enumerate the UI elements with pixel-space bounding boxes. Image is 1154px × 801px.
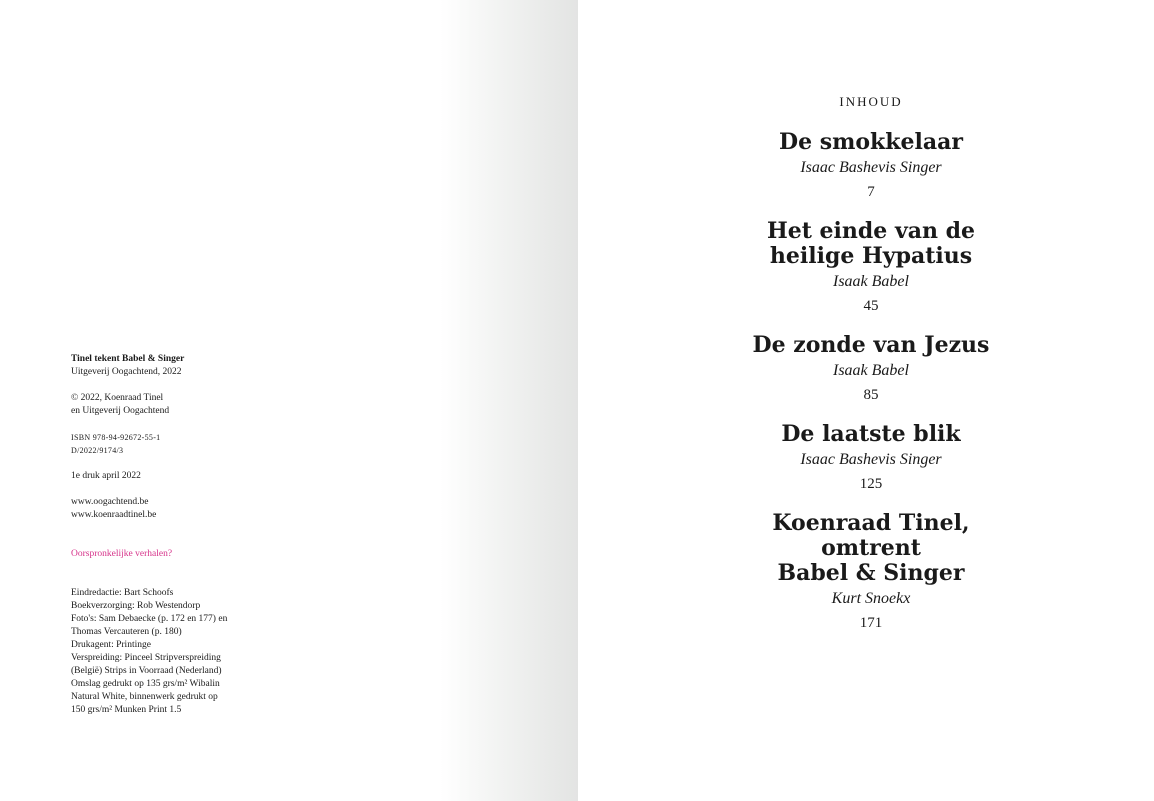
credit-line: Eindredactie: Bart Schoofs	[71, 588, 174, 598]
colophon-publisher: Uitgeverij Oogachtend, 2022	[71, 367, 182, 377]
toc-entry-page: 85	[863, 387, 879, 403]
toc-entry-page: 125	[859, 476, 883, 492]
colophon-depot: D/2022/9174/3	[71, 446, 124, 455]
colophon-edition: 1e druk april 2022	[71, 471, 141, 481]
toc-entry-author: Isaak Babel	[833, 362, 909, 379]
credit-line: Thomas Vercauteren (p. 180)	[71, 627, 182, 637]
toc-entry-author: Isaac Bashevis Singer	[800, 451, 942, 468]
toc-entry-author: Isaak Babel	[833, 273, 909, 290]
toc-entry	[741, 511, 1001, 633]
toc-entry-title: De smokkelaar	[778, 129, 963, 155]
toc-entry-page: 45	[863, 298, 879, 314]
colophon-copyright-line-1: © 2022, Koenraad Tinel	[71, 393, 164, 403]
credit-line: Boekverzorging: Rob Westendorp	[71, 601, 201, 611]
toc-entry-title: De laatste blik	[781, 421, 961, 447]
toc-entry	[741, 130, 1001, 202]
credit-line: Foto's: Sam Debaecke (p. 172 en 177) en	[71, 614, 228, 624]
credit-line: Omslag gedrukt op 135 grs/m² Wibalin	[71, 679, 220, 689]
credit-line: Verspreiding: Pinceel Stripverspreiding	[71, 653, 221, 663]
toc-entry-title: Koenraad Tinel, omtrent Babel & Singer	[772, 510, 970, 586]
toc-entry-title: De zonde van Jezus	[752, 332, 990, 358]
colophon-isbn: ISBN 978-94-92672-55-1	[71, 433, 161, 442]
toc-entry-author: Kurt Snoekx	[831, 590, 911, 607]
toc-heading: INHOUD	[839, 94, 903, 109]
credit-line: Drukagent: Printinge	[71, 640, 151, 650]
colophon-url-publisher: www.oogachtend.be	[71, 497, 149, 507]
colophon-copyright-line-2: en Uitgeverij Oogachtend	[71, 406, 170, 416]
colophon	[71, 353, 271, 717]
toc-entry	[741, 219, 1001, 316]
colophon-url-author: www.koenraadtinel.be	[71, 510, 157, 520]
credit-line: 150 grs/m² Munken Print 1.5	[71, 705, 182, 715]
toc-entry-author: Isaac Bashevis Singer	[800, 159, 942, 176]
credit-line: (België) Strips in Voorraad (Nederland)	[71, 666, 222, 676]
toc-entry-page: 171	[859, 615, 883, 631]
credit-line: Natural White, binnenwerk gedrukt op	[71, 692, 218, 702]
colophon-title: Tinel tekent Babel & Singer	[71, 354, 185, 364]
toc-entry-title: Het einde van de heilige Hypatius	[766, 218, 976, 269]
toc-entry	[741, 333, 1001, 405]
colophon-question: Oorspronkelijke verhalen?	[71, 549, 173, 559]
toc-entry-page: 7	[867, 184, 875, 200]
toc-entry	[741, 422, 1001, 494]
table-of-contents	[741, 94, 1001, 650]
